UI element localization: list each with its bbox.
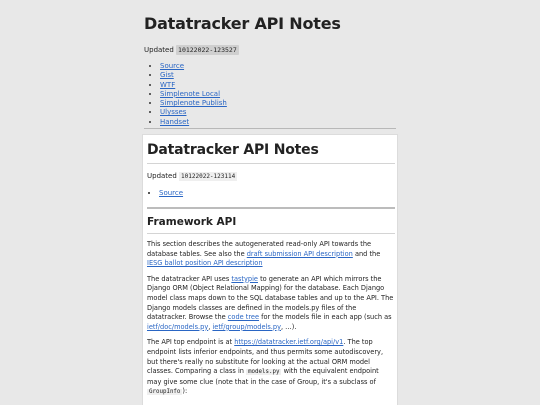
paragraph-intro bbox=[147, 240, 395, 269]
updated-line bbox=[144, 46, 396, 54]
card-updated-timestamp: 10122022-123114 bbox=[181, 173, 236, 180]
paragraph-tastypie bbox=[147, 275, 395, 333]
list-item bbox=[160, 108, 396, 117]
link-api-endpoint[interactable]: https://datatracker.ietf.org/api/v1 bbox=[234, 338, 344, 347]
page-title: Datatracker API Notes bbox=[144, 14, 341, 33]
link-simplenote-publish[interactable]: Simplenote Publish bbox=[160, 99, 227, 108]
paragraph-endpoint bbox=[147, 338, 395, 398]
card-title: Datatracker API Notes bbox=[147, 142, 319, 158]
section-divider bbox=[147, 207, 395, 209]
link-gist[interactable]: Gist bbox=[160, 71, 174, 80]
list-item bbox=[160, 81, 396, 90]
updated-timestamp: 10122022-123527 bbox=[178, 46, 237, 54]
preview-card[interactable] bbox=[142, 134, 398, 405]
header-divider bbox=[144, 128, 396, 129]
list-item bbox=[159, 189, 395, 197]
list-item bbox=[160, 99, 396, 108]
updated-label: Updated bbox=[144, 46, 174, 54]
text: for the models file in each app (such as bbox=[259, 313, 392, 322]
link-tastypie[interactable]: tastypie bbox=[231, 274, 258, 283]
link-wtf[interactable]: WTF bbox=[160, 80, 176, 89]
text: with the equivalent endpoint may give some clue (note that in the case of Group, it's a subclass of bbox=[147, 367, 379, 386]
link-simplenote-local[interactable]: Simplenote Local bbox=[160, 89, 221, 98]
text: , bbox=[208, 322, 213, 331]
list-item bbox=[160, 118, 396, 127]
code-models-py: models.py bbox=[248, 369, 280, 376]
text: , …). bbox=[280, 322, 297, 331]
text: This section describes the autogenerated read-only API towards the database tables. See also the bbox=[147, 240, 372, 258]
card-link-source[interactable]: Source bbox=[159, 189, 184, 197]
card-updated-line bbox=[147, 172, 395, 180]
code-groupinfo: GroupInfo bbox=[149, 389, 181, 396]
section-heading: Framework API bbox=[147, 216, 237, 228]
text: ): bbox=[182, 387, 188, 396]
link-source[interactable]: Source bbox=[160, 62, 185, 70]
link-code-tree[interactable]: code tree bbox=[227, 313, 260, 322]
list-item bbox=[160, 71, 396, 80]
card-link-list bbox=[159, 189, 395, 197]
text: and the bbox=[352, 249, 381, 258]
link-iesg-ballot-api[interactable]: IESG ballot position API description bbox=[147, 259, 263, 268]
link-doc-models[interactable]: ietf/doc/models.py bbox=[147, 322, 209, 331]
link-ulysses[interactable]: Ulysses bbox=[160, 108, 187, 117]
list-item bbox=[160, 62, 396, 71]
text: . The top endpoint lists inferior endpoints, and thus permits some autodiscovery, but there's really no substitute for looking at the actual ORM model classes. Comparing a class in bbox=[147, 338, 384, 376]
preview-content bbox=[147, 135, 395, 398]
text: The API top endpoint is at bbox=[147, 338, 235, 347]
page-header bbox=[144, 0, 396, 127]
link-draft-submission-api[interactable]: draft submission API description bbox=[246, 249, 353, 258]
text: to generate an API which mirrors the Django ORM (Object Relational Mapping) for the database. Each Django model class maps down to the SQL database tables and up to the API. The Django models classes are defined in the models.py files of the datatracker. Browse the bbox=[147, 274, 394, 322]
link-group-models[interactable]: ietf/group/models.py bbox=[212, 322, 281, 331]
text: The datatracker API uses bbox=[147, 274, 232, 283]
list-item bbox=[160, 90, 396, 99]
section-rule bbox=[147, 233, 395, 234]
header-link-list bbox=[160, 62, 396, 127]
title-rule bbox=[147, 163, 395, 164]
link-handset[interactable]: Handset bbox=[160, 117, 190, 126]
card-updated-label: Updated bbox=[147, 172, 177, 180]
